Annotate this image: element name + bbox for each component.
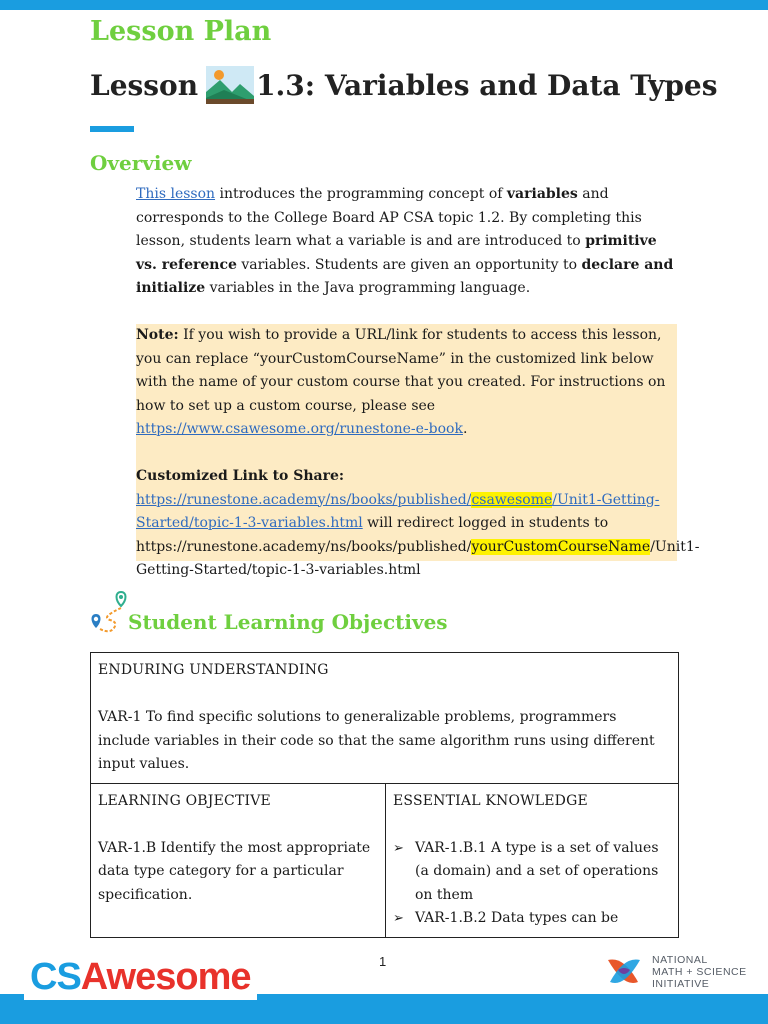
nmsi-line: MATH + SCIENCE (652, 966, 747, 978)
table-row (91, 783, 679, 937)
url-highlight: csawesome (471, 491, 553, 508)
objectives-heading-row (88, 590, 448, 636)
list-item: ➢ VAR-1.B.2 Data types can be (393, 907, 671, 931)
learning-objective-text: VAR-1.B Identify the most appropriate data type category for a particular specification. (98, 839, 371, 903)
redirect-text: will redirect logged in students to (362, 515, 609, 531)
overview-heading: Overview (90, 151, 192, 175)
nmsi-line: INITIATIVE (652, 978, 710, 990)
url-prefix: https://runestone.academy/ns/books/published/ (136, 491, 472, 508)
overview-paragraph (136, 183, 676, 301)
route-map-icon (88, 590, 130, 636)
note-label: Note: (136, 327, 179, 343)
overview-bold: variables (506, 186, 578, 202)
csawesome-ebook-link[interactable]: https://www.csawesome.org/runestone-e-book (136, 421, 463, 437)
overview-text: variables in the Java programming language. (205, 280, 531, 296)
url2-prefix: https://runestone.academy/ns/books/published/ (136, 538, 472, 555)
enduring-understanding-cell (91, 653, 679, 784)
document-type-title: Lesson Plan (90, 16, 272, 47)
objectives-table (90, 652, 679, 938)
note-period: . (462, 421, 468, 437)
overview-text: introduces the programming concept of (215, 186, 507, 202)
overview-bold: primitive vs. reference (136, 233, 657, 273)
page-number: 1 (379, 954, 387, 969)
objectives-heading: Student Learning Objectives (128, 610, 448, 634)
overview-text: and corresponds to the College Board AP CSA topic 1.2. By completing this lesson, students learn what a variable is and are introduced to (136, 186, 642, 249)
brand-cs: CS (30, 955, 81, 998)
table-row (91, 653, 679, 784)
enduring-understanding-text: VAR-1 To find specific solutions to generalizable problems, programmers include variables in their code so that the same algorithm runs using different input values. (98, 709, 655, 772)
essential-knowledge-list (393, 837, 671, 931)
nmsi-wordmark (652, 954, 747, 990)
brand-awesome: Awesome (80, 955, 251, 998)
essential-knowledge-heading: ESSENTIAL KNOWLEDGE (393, 792, 588, 809)
url-suffix: /Unit1-Getting-Started/topic-1-3-variables.html (136, 491, 660, 531)
top-accent-bar (0, 0, 768, 10)
this-lesson-link[interactable]: This lesson (136, 186, 216, 202)
overview-bold: declare and initialize (136, 256, 674, 296)
overview-text: variables. Students are given an opportunity to (236, 256, 582, 273)
learning-objective-heading: LEARNING OBJECTIVE (98, 792, 271, 809)
learning-objective-cell (91, 783, 386, 937)
note-paragraph (136, 324, 677, 442)
nmsi-logo-group (604, 952, 747, 992)
image-placeholder-icon (206, 66, 254, 104)
note-box (136, 324, 700, 578)
list-item: ➢ VAR-1.B.1 A type is a set of values (a domain) and a set of operations on them (393, 837, 671, 908)
customized-link-label: Customized Link to Share: (136, 468, 345, 484)
url2-highlight: yourCustomCourseName (471, 538, 651, 555)
lesson-title (90, 66, 718, 104)
nmsi-logo-icon (604, 952, 644, 992)
nmsi-line: NATIONAL (652, 954, 708, 966)
heading-accent-line (90, 126, 134, 132)
enduring-understanding-heading: ENDURING UNDERSTANDING (98, 662, 329, 678)
lesson-prefix: Lesson (90, 68, 199, 102)
lesson-title-text: 1.3: Variables and Data Types (256, 68, 718, 102)
customized-link-paragraph (136, 465, 700, 583)
note-text: If you wish to provide a URL/link for students to access this lesson, you can replace “yourCustomCourseName” in the customized link below with the name of your custom course that you created. For instructions on how to set up a custom course, please see (136, 327, 666, 414)
essential-knowledge-cell (386, 783, 679, 937)
csawesome-logo (24, 954, 257, 1000)
url2-suffix: /Unit1-Getting-Started/topic-1-3-variables.html (136, 538, 700, 578)
